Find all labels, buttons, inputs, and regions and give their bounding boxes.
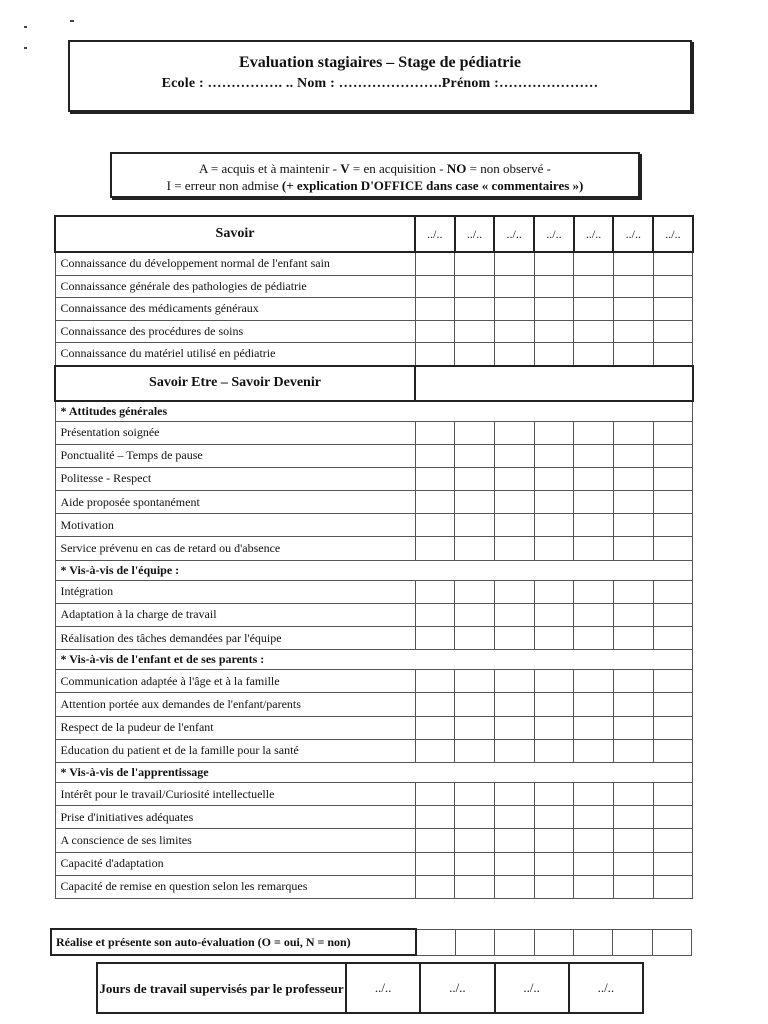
criterion-row (55, 252, 693, 275)
supervised-days-table (96, 962, 644, 1014)
grade-cell[interactable] (613, 421, 653, 444)
grade-cell[interactable] (455, 782, 495, 805)
grade-cell[interactable] (574, 343, 614, 366)
criterion-row (55, 537, 693, 560)
self-evaluation-cell[interactable] (573, 929, 612, 955)
grade-cell[interactable] (574, 537, 614, 560)
nom-field[interactable]: …………………. (338, 76, 442, 91)
grade-cell[interactable] (455, 537, 495, 560)
criterion-row (55, 627, 693, 650)
legend-code-no: NO (446, 161, 467, 176)
grade-cell[interactable] (415, 716, 455, 739)
grade-cell[interactable] (613, 603, 653, 626)
legend-text-i: I = erreur non admise (166, 178, 282, 193)
grade-cell[interactable] (653, 739, 693, 762)
grade-cell[interactable] (494, 444, 534, 467)
grade-cell[interactable] (574, 298, 614, 321)
grade-cell[interactable] (574, 467, 614, 490)
grade-cell[interactable] (415, 782, 455, 805)
criterion-label: Intérêt pour le travail/Curiosité intellectuelle (55, 782, 415, 805)
grade-cell[interactable] (534, 252, 574, 275)
grade-cell[interactable] (653, 627, 693, 650)
criterion-row (55, 739, 693, 762)
date-column-header[interactable]: ../.. (494, 216, 534, 252)
criterion-label: Ponctualité – Temps de pause (55, 444, 415, 467)
criterion-label: Prise d'initiatives adéquates (55, 806, 415, 829)
grade-cell[interactable] (455, 580, 495, 603)
grade-cell[interactable] (415, 829, 455, 852)
prenom-label: Prénom : (441, 76, 499, 91)
grade-cell[interactable] (653, 580, 693, 603)
self-evaluation-cell[interactable] (455, 929, 494, 955)
identity-fields (70, 76, 690, 92)
grade-cell[interactable] (415, 320, 455, 343)
grade-cell[interactable] (613, 537, 653, 560)
criterion-label: Connaissance des médicaments généraux (55, 298, 415, 321)
grade-cell[interactable] (415, 491, 455, 514)
criterion-label: Connaissance du développement normal de l'enfant sain (55, 252, 415, 275)
self-evaluation-cell[interactable] (652, 929, 691, 955)
grade-cell[interactable] (613, 627, 653, 650)
grade-cell[interactable] (415, 421, 455, 444)
legend-text-no: = non observé - (466, 161, 551, 176)
grade-cell[interactable] (494, 320, 534, 343)
criterion-label: Connaissance des procédures de soins (55, 320, 415, 343)
subsection-title: * Attitudes générales (55, 401, 693, 422)
grade-cell[interactable] (534, 343, 574, 366)
form-title: Evaluation stagiaires – Stage de pédiatrie (239, 54, 521, 71)
grade-cell[interactable] (455, 343, 495, 366)
grade-cell[interactable] (494, 875, 534, 898)
grade-cell[interactable] (574, 875, 614, 898)
grade-cell[interactable] (613, 852, 653, 875)
grade-cell[interactable] (534, 782, 574, 805)
grade-cell[interactable] (415, 514, 455, 537)
criterion-label: Adaptation à la charge de travail (55, 603, 415, 626)
date-column-header[interactable]: ../.. (415, 216, 455, 252)
grade-cell[interactable] (574, 852, 614, 875)
legend-code-v: V (340, 161, 350, 176)
criterion-label: Intégration (55, 580, 415, 603)
legend-code-a: A (199, 161, 208, 176)
grade-cell[interactable] (415, 467, 455, 490)
grade-cell[interactable] (534, 603, 574, 626)
grade-cell[interactable] (534, 421, 574, 444)
grade-cell[interactable] (653, 670, 693, 693)
grade-cell[interactable] (415, 806, 455, 829)
grade-cell[interactable] (415, 537, 455, 560)
grade-cell[interactable] (574, 806, 614, 829)
grade-cell[interactable] (653, 514, 693, 537)
grade-cell[interactable] (574, 252, 614, 275)
grade-cell[interactable] (653, 298, 693, 321)
section-heading-blank (415, 366, 693, 401)
grade-cell[interactable] (534, 806, 574, 829)
criterion-row (55, 693, 693, 716)
grade-cell[interactable] (455, 693, 495, 716)
grade-cell[interactable] (534, 852, 574, 875)
criterion-row (55, 343, 693, 366)
grade-cell[interactable] (613, 444, 653, 467)
subsection-title: * Vis-à-vis de l'enfant et de ses parents : (55, 650, 693, 670)
grade-cell[interactable] (494, 716, 534, 739)
criterion-label: Aide proposée spontanément (55, 491, 415, 514)
grade-cell[interactable] (653, 275, 693, 298)
grade-cell[interactable] (534, 467, 574, 490)
grade-cell[interactable] (574, 514, 614, 537)
supervised-day-date[interactable]: ../.. (569, 963, 643, 1013)
grade-cell[interactable] (455, 852, 495, 875)
criterion-row (55, 444, 693, 467)
grade-cell[interactable] (494, 739, 534, 762)
grade-cell[interactable] (574, 739, 614, 762)
grade-cell[interactable] (653, 491, 693, 514)
grade-cell[interactable] (653, 537, 693, 560)
grade-cell[interactable] (415, 627, 455, 650)
grade-cell[interactable] (455, 806, 495, 829)
criterion-label: Motivation (55, 514, 415, 537)
grade-cell[interactable] (653, 467, 693, 490)
grade-cell[interactable] (574, 491, 614, 514)
criterion-label: Attention portée aux demandes de l'enfant/parents (55, 693, 415, 716)
grade-cell[interactable] (415, 603, 455, 626)
criterion-label: Service prévenu en cas de retard ou d'absence (55, 537, 415, 560)
grade-cell[interactable] (494, 670, 534, 693)
savoir-etre-heading: Savoir Etre – Savoir Devenir (55, 366, 415, 401)
grade-cell[interactable] (574, 829, 614, 852)
grade-cell[interactable] (415, 852, 455, 875)
grade-cell[interactable] (455, 603, 495, 626)
grade-cell[interactable] (494, 421, 534, 444)
criterion-row (55, 716, 693, 739)
criterion-row (55, 421, 693, 444)
grade-cell[interactable] (494, 782, 534, 805)
grade-cell[interactable] (613, 716, 653, 739)
grade-cell[interactable] (574, 693, 614, 716)
legend-line-2 (112, 177, 638, 194)
grade-cell[interactable] (534, 875, 574, 898)
legend-line-1 (112, 160, 638, 177)
supervised-days-label: Jours de travail supervisés par le professeur (97, 963, 346, 1013)
criterion-row (55, 782, 693, 805)
form-header (68, 40, 692, 112)
criterion-label: Connaissance du matériel utilisé en pédiatrie (55, 343, 415, 366)
criterion-row (55, 298, 693, 321)
grade-cell[interactable] (653, 320, 693, 343)
criterion-row (55, 514, 693, 537)
grade-cell[interactable] (613, 298, 653, 321)
grade-cell[interactable] (653, 716, 693, 739)
grade-cell[interactable] (494, 275, 534, 298)
grade-cell[interactable] (494, 806, 534, 829)
grade-cell[interactable] (574, 627, 614, 650)
grade-cell[interactable] (613, 467, 653, 490)
grade-cell[interactable] (455, 444, 495, 467)
grade-cell[interactable] (534, 627, 574, 650)
grade-cell[interactable] (653, 852, 693, 875)
grade-cell[interactable] (415, 275, 455, 298)
grade-cell[interactable] (613, 693, 653, 716)
grade-cell[interactable] (613, 252, 653, 275)
criterion-row (55, 603, 693, 626)
criterion-label: A conscience de ses limites (55, 829, 415, 852)
self-evaluation-label: Réalise et présente son auto-évaluation (O = oui, N = non) (51, 929, 416, 955)
grade-cell[interactable] (494, 298, 534, 321)
grade-cell[interactable] (534, 739, 574, 762)
grade-cell[interactable] (455, 252, 495, 275)
grade-cell[interactable] (494, 252, 534, 275)
grade-cell[interactable] (455, 627, 495, 650)
grade-cell[interactable] (494, 491, 534, 514)
legend-text-v: = en acquisition - (349, 161, 447, 176)
grade-cell[interactable] (455, 467, 495, 490)
grade-cell[interactable] (613, 580, 653, 603)
grade-cell[interactable] (653, 829, 693, 852)
grade-cell[interactable] (494, 537, 534, 560)
grade-cell[interactable] (534, 491, 574, 514)
criterion-label: Connaissance générale des pathologies de pédiatrie (55, 275, 415, 298)
grade-cell[interactable] (534, 275, 574, 298)
criterion-row (55, 320, 693, 343)
grade-cell[interactable] (653, 444, 693, 467)
grade-cell[interactable] (613, 491, 653, 514)
grade-cell[interactable] (415, 444, 455, 467)
grade-cell[interactable] (613, 670, 653, 693)
grade-cell[interactable] (534, 298, 574, 321)
self-evaluation-cell[interactable] (534, 929, 573, 955)
grade-cell[interactable] (613, 514, 653, 537)
grade-cell[interactable] (415, 739, 455, 762)
grade-cell[interactable] (574, 782, 614, 805)
grade-cell[interactable] (534, 580, 574, 603)
criterion-label: Présentation soignée (55, 421, 415, 444)
grade-cell[interactable] (534, 829, 574, 852)
criterion-label: Communication adaptée à l'âge et à la famille (55, 670, 415, 693)
criterion-row (55, 580, 693, 603)
grade-cell[interactable] (613, 275, 653, 298)
grade-cell[interactable] (455, 739, 495, 762)
criterion-label: Capacité d'adaptation (55, 852, 415, 875)
grade-cell[interactable] (415, 252, 455, 275)
date-column-header[interactable]: ../.. (613, 216, 653, 252)
grade-cell[interactable] (613, 782, 653, 805)
grade-cell[interactable] (455, 421, 495, 444)
grade-cell[interactable] (415, 670, 455, 693)
criterion-row (55, 829, 693, 852)
grade-cell[interactable] (415, 298, 455, 321)
supervised-day-date[interactable]: ../.. (346, 963, 420, 1013)
self-evaluation-row (50, 928, 692, 956)
criterion-label: Capacité de remise en question selon les remarques (55, 875, 415, 898)
grade-cell[interactable] (455, 875, 495, 898)
grade-cell[interactable] (574, 603, 614, 626)
grade-cell[interactable] (494, 580, 534, 603)
grade-cell[interactable] (415, 343, 455, 366)
grade-cell[interactable] (494, 829, 534, 852)
savoir-heading: Savoir (55, 216, 415, 252)
grade-cell[interactable] (455, 829, 495, 852)
grade-cell[interactable] (494, 627, 534, 650)
self-evaluation-cell[interactable] (495, 929, 534, 955)
grade-cell[interactable] (415, 693, 455, 716)
grade-cell[interactable] (653, 875, 693, 898)
grade-cell[interactable] (574, 275, 614, 298)
nom-label: Nom : (297, 76, 335, 91)
grade-cell[interactable] (455, 491, 495, 514)
evaluation-table (54, 215, 694, 899)
grade-cell[interactable] (653, 806, 693, 829)
criterion-row (55, 670, 693, 693)
prenom-field[interactable]: ………………… (498, 76, 599, 91)
grade-cell[interactable] (455, 670, 495, 693)
subsection-title: * Vis-à-vis de l'apprentissage (55, 762, 693, 782)
grade-cell[interactable] (574, 670, 614, 693)
grading-legend (110, 152, 640, 198)
criterion-label: Education du patient et de la famille pour la santé (55, 739, 415, 762)
grade-cell[interactable] (534, 537, 574, 560)
grade-cell[interactable] (574, 421, 614, 444)
grade-cell[interactable] (455, 716, 495, 739)
grade-cell[interactable] (574, 320, 614, 343)
grade-cell[interactable] (653, 693, 693, 716)
grade-cell[interactable] (653, 603, 693, 626)
criterion-row (55, 491, 693, 514)
grade-cell[interactable] (574, 580, 614, 603)
grade-cell[interactable] (534, 693, 574, 716)
grade-cell[interactable] (455, 320, 495, 343)
grade-cell[interactable] (415, 875, 455, 898)
date-column-header[interactable]: ../.. (574, 216, 614, 252)
legend-note-i: (+ explication D'OFFICE dans case « commentaires ») (281, 178, 584, 193)
criterion-row (55, 467, 693, 490)
grade-cell[interactable] (613, 320, 653, 343)
grade-cell[interactable] (653, 782, 693, 805)
grade-cell[interactable] (455, 514, 495, 537)
grade-cell[interactable] (534, 716, 574, 739)
criterion-label: Réalisation des tâches demandées par l'équipe (55, 627, 415, 650)
grade-cell[interactable] (534, 320, 574, 343)
grade-cell[interactable] (455, 298, 495, 321)
criterion-label: Respect de la pudeur de l'enfant (55, 716, 415, 739)
criterion-label: Politesse - Respect (55, 467, 415, 490)
grade-cell[interactable] (574, 716, 614, 739)
grade-cell[interactable] (574, 444, 614, 467)
ecole-field[interactable]: ……………. .. (207, 76, 294, 91)
self-evaluation-cell[interactable] (613, 929, 652, 955)
grade-cell[interactable] (653, 252, 693, 275)
criterion-row (55, 806, 693, 829)
grade-cell[interactable] (494, 467, 534, 490)
date-column-header[interactable]: ../.. (534, 216, 574, 252)
supervised-day-date[interactable]: ../.. (495, 963, 569, 1013)
date-column-header[interactable]: ../.. (653, 216, 693, 252)
grade-cell[interactable] (494, 514, 534, 537)
subsection-title: * Vis-à-vis de l'équipe : (55, 560, 693, 580)
ecole-label: Ecole : (161, 76, 204, 91)
grade-cell[interactable] (494, 852, 534, 875)
grade-cell[interactable] (613, 343, 653, 366)
date-column-header[interactable]: ../.. (455, 216, 495, 252)
grade-cell[interactable] (494, 603, 534, 626)
grade-cell[interactable] (613, 806, 653, 829)
grade-cell[interactable] (415, 580, 455, 603)
criterion-row (55, 852, 693, 875)
grade-cell[interactable] (494, 693, 534, 716)
grade-cell[interactable] (494, 343, 534, 366)
criterion-row (55, 275, 693, 298)
grade-cell[interactable] (653, 421, 693, 444)
legend-text-a: = acquis et à maintenir - (207, 161, 341, 176)
criterion-row (55, 875, 693, 898)
grade-cell[interactable] (534, 670, 574, 693)
grade-cell[interactable] (534, 444, 574, 467)
supervised-day-date[interactable]: ../.. (420, 963, 494, 1013)
grade-cell[interactable] (613, 739, 653, 762)
grade-cell[interactable] (653, 343, 693, 366)
grade-cell[interactable] (534, 514, 574, 537)
self-evaluation-cell[interactable] (416, 929, 455, 955)
grade-cell[interactable] (613, 875, 653, 898)
grade-cell[interactable] (455, 275, 495, 298)
grade-cell[interactable] (613, 829, 653, 852)
